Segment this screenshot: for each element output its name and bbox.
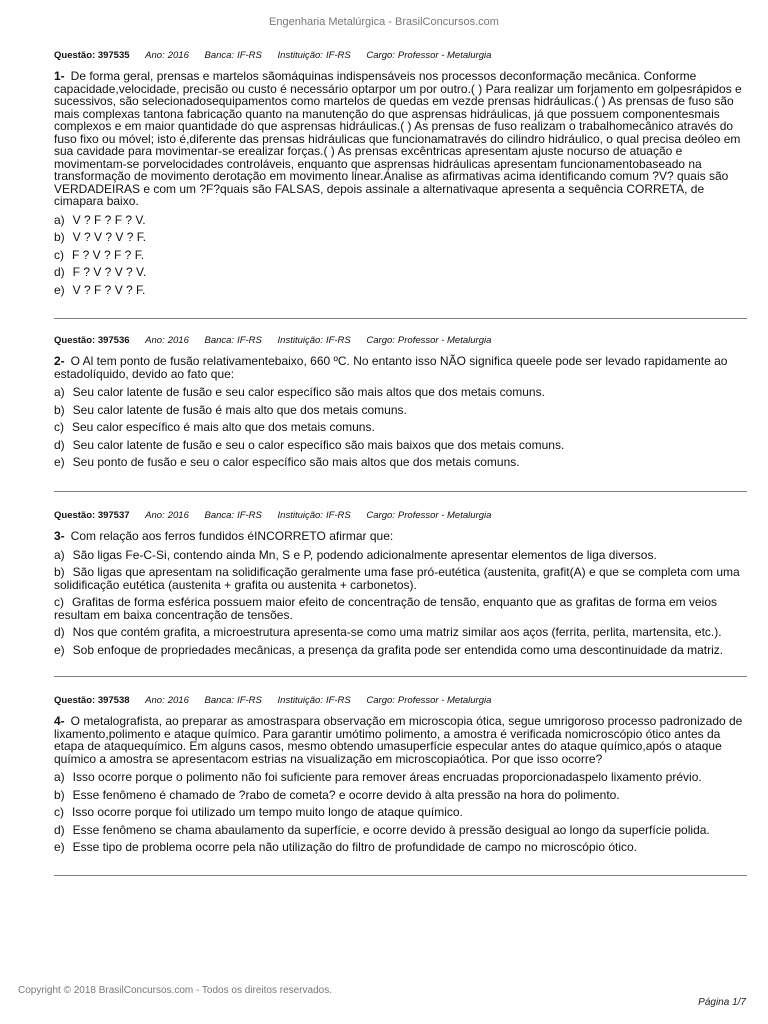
statement-text: Com relação aos ferros fundidos éINCORRETO afirmar que: (70, 529, 394, 543)
position-label: Cargo: (366, 50, 395, 61)
option-text: Seu calor latente de fusão e seu o calor específico são mais baixos que dos metais comuns. (72, 437, 565, 452)
option-c[interactable] (54, 421, 747, 434)
question-id: 397538 (97, 695, 130, 706)
option-text: São ligas que apresentam na solidificação geralmente uma fase pró-eutética (austenita, grafit(A) e que se completa com uma solidificação eutética (austenita + grafita ou austenita + carbonetos). (54, 565, 740, 592)
question-meta (54, 510, 747, 522)
option-text: F ? V ? V ? V. (72, 265, 147, 279)
question-divider (54, 875, 747, 876)
board-value: IF-RS (237, 335, 262, 346)
option-letter: d) (54, 265, 65, 279)
option-b[interactable] (54, 566, 747, 591)
option-letter: e) (54, 840, 65, 854)
option-text: F ? V ? F ? F. (72, 247, 145, 262)
option-letter: a) (54, 547, 65, 562)
option-text: V ? F ? F ? V. (72, 212, 146, 227)
option-c[interactable] (54, 806, 747, 819)
option-letter: b) (54, 402, 65, 417)
question-meta (54, 50, 747, 62)
position-value: Professor - Metalurgia (397, 510, 492, 521)
page-number: Página 1/7 (698, 997, 746, 1008)
question-id: 397535 (97, 50, 130, 61)
option-text: Nos que contém grafita, a microestrutura apresenta-se como uma matriz similar aos aços (ferrita, perlita, martensita, etc.). (72, 625, 722, 639)
option-text: Seu ponto de fusão e seu o calor específico são mais altos que dos metais comuns. (72, 455, 520, 469)
option-d[interactable] (54, 824, 747, 837)
year-label: Ano: (145, 510, 165, 521)
statement-text: O metalografista, ao preparar as amostraspara observação em microscopia ótica, segue umrigoroso processo padronizado de lixamento,polimento e ataque químico. Para garantir umótimo polimento, a amostra é verificada nomicroscópio ótico antes da etapa de ataquequímico. Em alguns casos, mesmo obtendo umasuperfície especular antes do ataque químico,após o ataque químico a amostra se apresentacom estrias na visualização em microscopiaótica. Por que isso ocorre? (54, 714, 743, 766)
year-label: Ano: (145, 335, 165, 346)
year-label: Ano: (145, 50, 165, 61)
options-list (54, 771, 747, 854)
option-letter: d) (54, 822, 65, 837)
option-letter: a) (54, 770, 65, 784)
option-text: Esse tipo de problema ocorre pela não utilização do filtro de profundidade de campo no microscópio ótico. (72, 840, 638, 854)
option-text: Esse fenômeno se chama abaulamento da superfície, e ocorre devido à pressão desigual ao longo da superfície polida. (72, 822, 710, 837)
question-id: 397536 (97, 335, 130, 346)
year-value: 2016 (167, 695, 189, 706)
statement-text: O Al tem ponto de fusão relativamentebaixo, 660 ºC. No entanto isso NÃO significa queele pode ser levado rapidamente ao estadolíquido, devido ao fato que: (54, 354, 728, 381)
option-a[interactable] (54, 771, 747, 784)
option-letter: c) (54, 247, 64, 262)
option-letter: b) (54, 565, 65, 579)
institution-value: IF-RS (325, 335, 351, 346)
question-divider (54, 491, 747, 492)
option-c[interactable] (54, 249, 747, 262)
position-value: Professor - Metalurgia (397, 335, 492, 346)
year-value: 2016 (167, 335, 189, 346)
question-divider (54, 676, 747, 677)
question-statement (54, 530, 747, 543)
option-letter: b) (54, 230, 65, 244)
board-label: Banca: (204, 335, 235, 346)
option-e[interactable] (54, 841, 747, 854)
option-text: V ? F ? V ? F. (72, 282, 146, 297)
option-letter: e) (54, 642, 65, 657)
option-letter: e) (54, 455, 65, 469)
institution-label: Instituição: (277, 335, 323, 346)
question-meta (54, 695, 747, 707)
option-text: São ligas Fe-C-Si, contendo ainda Mn, S e P, podendo adicionalmente apresentar elementos de liga diversos. (72, 547, 657, 562)
page-header: Engenharia Metalúrgica - BrasilConcursos.com (269, 16, 499, 28)
institution-value: IF-RS (325, 695, 351, 706)
option-text: Seu calor específico é mais alto que dos metais comuns. (72, 420, 375, 434)
question-statement (54, 715, 747, 765)
institution-value: IF-RS (325, 510, 351, 521)
question-divider (54, 318, 747, 319)
board-value: IF-RS (237, 50, 262, 61)
question-statement (54, 70, 747, 208)
position-value: Professor - Metalurgia (397, 50, 492, 61)
board-label: Banca: (204, 50, 235, 61)
question-statement (54, 355, 747, 380)
question-4 (54, 695, 747, 859)
option-letter: c) (54, 595, 64, 609)
question-number: 2- (54, 354, 65, 368)
option-letter: a) (54, 212, 65, 227)
position-label: Cargo: (366, 335, 395, 346)
option-letter: d) (54, 437, 65, 452)
board-value: IF-RS (237, 695, 262, 706)
question-meta (54, 335, 747, 347)
option-letter: e) (54, 282, 65, 297)
option-b[interactable] (54, 789, 747, 802)
year-label: Ano: (145, 695, 165, 706)
position-value: Professor - Metalurgia (397, 695, 492, 706)
option-b[interactable] (54, 404, 747, 417)
question-number: 4- (54, 714, 65, 728)
option-text: Seu calor latente de fusão é mais alto que dos metais comuns. (72, 402, 407, 417)
option-b[interactable] (54, 231, 747, 244)
year-value: 2016 (167, 50, 189, 61)
option-e[interactable] (54, 284, 747, 297)
board-label: Banca: (204, 695, 235, 706)
options-list (54, 386, 747, 469)
option-text: Isso ocorre porque o polimento não foi suficiente para remover áreas encruadas proporcionadaspelo lixamento prévio. (72, 770, 702, 784)
options-list (54, 214, 747, 297)
institution-value: IF-RS (325, 50, 351, 61)
question-2 (54, 335, 747, 474)
question-number: 3- (54, 529, 65, 543)
options-list (54, 549, 747, 657)
question-id-label: Questão: (54, 50, 96, 61)
question-id-label: Questão: (54, 335, 96, 346)
position-label: Cargo: (366, 510, 395, 521)
option-text: Seu calor latente de fusão e seu calor específico são mais altos que dos metais comuns. (72, 385, 545, 399)
option-d[interactable] (54, 626, 747, 639)
position-label: Cargo: (366, 695, 395, 706)
question-1 (54, 50, 747, 301)
board-value: IF-RS (237, 510, 262, 521)
board-label: Banca: (204, 510, 235, 521)
option-e[interactable] (54, 456, 747, 469)
question-id-label: Questão: (54, 695, 96, 706)
institution-label: Instituição: (277, 50, 323, 61)
option-text: Sob enfoque de propriedades mecânicas, a presença da grafita pode ser entendida como uma descontinuidade da matriz. (72, 642, 724, 657)
option-text: V ? V ? V ? F. (72, 230, 147, 244)
option-text: Grafitas de forma esférica possuem maior efeito de concentração de tensão, enquanto que as grafitas de forma em veios resultam em baixa concentração de tensões. (54, 595, 718, 622)
institution-label: Instituição: (277, 510, 323, 521)
option-letter: d) (54, 625, 65, 639)
option-letter: c) (54, 420, 64, 434)
question-3 (54, 510, 747, 661)
option-a[interactable] (54, 214, 747, 227)
question-id: 397537 (97, 510, 130, 521)
option-d[interactable] (54, 266, 747, 279)
option-a[interactable] (54, 549, 747, 562)
option-text: Isso ocorre porque foi utilizado um tempo muito longo de ataque químico. (72, 805, 463, 819)
statement-text: De forma geral, prensas e martelos sãomáquinas indispensáveis nos processos deconformação mecânica. Conforme capacidade,velocidade, precisão ou custo é necessário optarpor um por outro.( ) Para realizar um forjamento em golpesrápidos e sucessivos, são selecionadosequipamentos como martelos de quedas em vezde prensas hidráulicas.( ) As prensas de fuso são mais complexas tantona fabricação quanto na manutenção do que asprensas hidráulicas, já que possuem componentesmais complexos e em maior quantidade do que asprensas hidráulicas.( ) As prensas de fuso realizam o trabalhomecânico através do fuso fixo ou móvel; isto é,diferente das prensas hidráulicas que funcionamatravés do cilindro hidráulico, o qual precisa deóleo em sua cavidade para movimentar-se erealizar forças.( ) As prensas excêntricas apresentam ajuste nocurso de atuação e movimentam-se porvelocidades controláveis, enquanto que asprensas hidráulicas apresentam funcionamentobaseado na transformação de movimento derotação em movimento linear.Analise as afirmativas acima identificando comum ?V? quais são VERDADEIRAS e com um ?F?quais são FALSAS, depois assinale a alternativaque apresenta a sequência CORRETA, de cimapara baixo. (54, 69, 742, 208)
question-number: 1- (54, 69, 65, 83)
option-letter: c) (54, 805, 64, 819)
option-e[interactable] (54, 644, 747, 657)
option-c[interactable] (54, 596, 747, 621)
year-value: 2016 (167, 510, 189, 521)
option-a[interactable] (54, 386, 747, 399)
option-letter: a) (54, 385, 65, 399)
institution-label: Instituição: (277, 695, 323, 706)
question-id-label: Questão: (54, 510, 96, 521)
footer-copyright: Copyright © 2018 BrasilConcursos.com - Todos os direitos reservados. (18, 985, 332, 996)
option-letter: b) (54, 787, 65, 802)
option-d[interactable] (54, 439, 747, 452)
option-text: Esse fenômeno é chamado de ?rabo de cometa? e ocorre devido à alta pressão na hora do polimento. (72, 787, 620, 802)
